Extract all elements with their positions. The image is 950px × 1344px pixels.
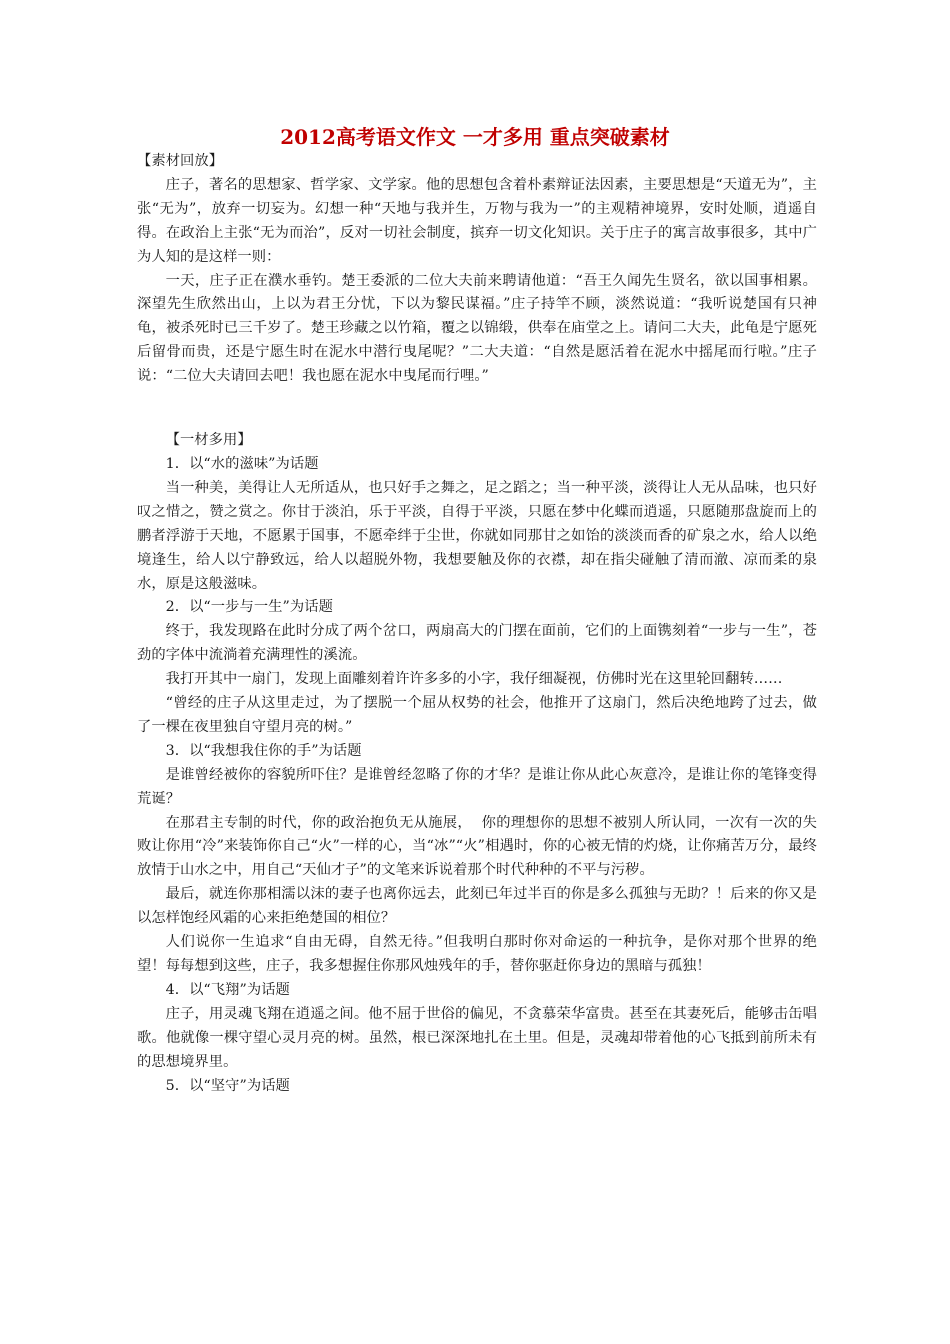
paragraph: 庄子，著名的思想家、哲学家、文学家。他的思想包含着朴素辩证法因素，主要思想是“天道无为”，主张“无为”，放弃一切妄为。幻想一种“天地与我并生，万物与我为一”的主观精神境界，安时处顺，逍遥自得。在政治上主张“无为而治”，反对一切社会制度，摈弃一切文化知识。关于庄子的寓言故事很多，其中广为人知的是这样一则： xyxy=(137,176,817,265)
paragraph: “曾经的庄子从这里走过，为了摆脱一个屈从权势的社会，他推开了这扇门，然后决绝地跨了过去，做了一棵在夜里独自守望月亮的树。” xyxy=(137,695,817,735)
document-title: 2012高考语文作文 一才多用 重点突破素材 xyxy=(280,125,670,149)
document-body xyxy=(137,150,817,1098)
spacer xyxy=(137,389,817,429)
paragraph: 庄子，用灵魂飞翔在逍遥之间。他不屈于世俗的偏见，不贪慕荣华富贵。甚至在其妻死后，能够击缶唱歌。他就像一棵守望心灵月亮的树。虽然，根已深深地扎在土里。但是，灵魂却带着他的心飞抵到前所未有的思想境界里。 xyxy=(137,1005,817,1070)
section-heading-multi-use: 【一材多用】 xyxy=(165,432,252,449)
paragraph: 我打开其中一扇门，发现上面雕刻着许许多多的小字，我仔细凝视，仿佛时光在这里轮回翻转…… xyxy=(165,671,783,688)
paragraph: 终于，我发现路在此时分成了两个岔口，两扇高大的门摆在面前，它们的上面镌刻着“一步与一生”，苍劲的字体中流淌着充满理性的溪流。 xyxy=(137,623,817,664)
paragraph: 是谁曾经被你的容貌所吓住？是谁曾经忽略了你的才华？是谁让你从此心灰意冷，是谁让你的笔锋变得荒诞？ xyxy=(137,766,817,807)
paragraph: 一天，庄子正在濮水垂钓。楚王委派的二位大夫前来聘请他道：“吾王久闻先生贤名，欲以国事相累。深望先生欣然出山，上以为君王分忧，下以为黎民谋福。”庄子持竿不顾，淡然说道：“我听说楚国有只神龟，被杀死时已三千岁了。楚王珍藏之以竹箱，覆之以锦缎，供奉在庙堂之上。请问二大夫，此龟是宁愿死后留骨而贵，还是宁愿生时在泥水中潜行曳尾呢？”二大夫道：“自然是愿活着在泥水中摇尾而行啦。”庄子说：“二位大夫请回去吧！我也愿在泥水中曳尾而行哩。” xyxy=(137,272,817,385)
topic-heading-5: 5．以“坚守”为话题 xyxy=(165,1077,290,1094)
topic-heading-2: 2．以“一步与一生”为话题 xyxy=(165,599,333,616)
section-heading-material-review: 【素材回放】 xyxy=(137,153,224,169)
topic-heading-4: 4．以“飞翔”为话题 xyxy=(165,981,290,998)
paragraph: 在那君主专制的时代，你的政治抱负无从施展， 你的理想你的思想不被别人所认同，一次有一次的失败让你用“冷”来装饰你自己“火”一样的心，当“冰”“火”相遇时，你的心被无情的灼烧，让你痛苦万分，最终放情于山水之中，用自己“天仙才子”的文笔来诉说着那个时代种种的不平与污秽。 xyxy=(137,814,817,879)
topic-heading-3: 3．以“我想我住你的手”为话题 xyxy=(165,742,362,759)
paragraph: 当一种美，美得让人无所适从，也只好手之舞之，足之蹈之；当一种平淡，淡得让人无从品味，也只好叹之惜之，赞之赏之。你甘于淡泊，乐于平淡，自得于平淡，只愿在梦中化蝶而逍遥，只愿随那盘旋而上的鹏者浮游于天地，不愿累于国事，不愿牵绊于尘世，你就如同那甘之如饴的淡淡而香的矿泉之水，给人以绝境逢生，给人以宁静致远，给人以超脱外物，我想要触及你的衣襟，却在指尖碰触了清而澈、凉而柔的泉水，原是这般滋味。 xyxy=(137,479,817,592)
paragraph: 最后，就连你那相濡以沫的妻子也离你远去，此刻已年过半百的你是多么孤独与无助？！后来的你又是以怎样饱经风霜的心来拒绝楚国的相位？ xyxy=(137,886,817,927)
topic-heading-1: 1．以“水的滋味”为话题 xyxy=(165,455,319,472)
paragraph: 人们说你一生追求“自由无碍，自然无待。”但我明白那时你对命运的一种抗争，是你对那个世界的绝望！每每想到这些，庄子，我多想握住你那风烛残年的手，替你驱赶你身边的黑暗与孤独！ xyxy=(137,934,817,974)
